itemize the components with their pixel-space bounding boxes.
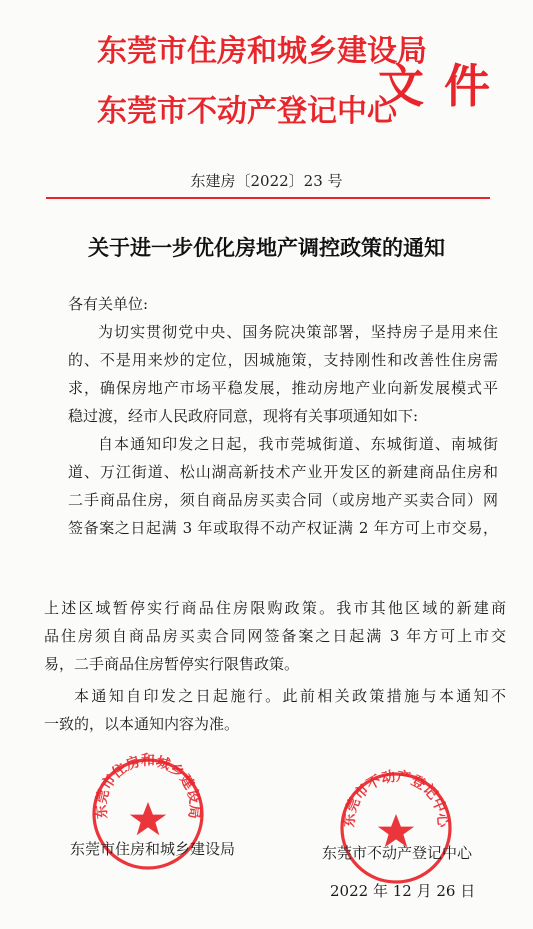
issuer-line-registration-center: 东莞市不动产登记中心 [97,94,397,129]
paragraph-line: 上述区域暂停实行商品住房限购政策。我市其他区域的新建商 [44,599,506,617]
paragraph-line: 自本通知印发之日起，我市莞城街道、东城街道、南城街 [98,435,498,453]
red-divider-line [46,197,490,199]
paragraph-4 [44,682,506,738]
paragraph-line: 稳过渡，经市人民政府同意，现将有关事项通知如下: [68,407,419,425]
paragraph-line: 易，二手商品住房暂停实行限售政策。 [44,655,300,673]
left-seal-text: 东莞市住房和城乡建设局 [93,753,203,820]
paragraph-line: 一致的，以本通知内容为准。 [44,715,240,733]
paragraph-3 [44,594,506,678]
paragraph-line: 二手商品住房，须自商品房买卖合同（或房地产买卖合同）网 [68,491,498,509]
document-number: 东建房〔2022〕23 号 [190,172,343,190]
document-type-label: 文件 [378,59,510,113]
paragraph-line: 的、不是用来炒的定位，因城施策，支持刚性和改善性住房需 [68,351,498,369]
signature-registration-center: 东莞市不动产登记中心 [322,844,473,862]
paragraph-line: 道、万江街道、松山湖高新技术产业开发区的新建商品住房和 [68,463,498,481]
signature-housing-bureau: 东莞市住房和城乡建设局 [70,840,236,858]
paragraph-1 [68,318,498,430]
left-seal-star [130,802,166,835]
document-title: 关于进一步优化房地产调控政策的通知 [88,236,445,260]
right-official-seal [336,768,456,888]
paragraph-line: 签备案之日起满 3 年或取得不动产权证满 2 年方可上市交易， [68,519,498,537]
paragraph-2 [68,430,498,542]
right-seal-text: 东莞市不动产登记中心 [341,768,451,828]
salutation-text: 各有关单位: [68,295,149,313]
paragraph-line: 本通知自印发之日起施行。此前相关政策措施与本通知不 [74,687,506,705]
salutation [68,290,148,318]
issuer-line-housing-bureau: 东莞市住房和城乡建设局 [97,34,427,69]
issue-date: 2022 年 12 月 26 日 [330,882,476,900]
paragraph-line: 为切实贯彻党中央、国务院决策部署，坚持房子是用来住 [98,323,498,341]
paragraph-line: 求，确保房地产市场平稳发展，推动房地产业向新发展模式平 [68,379,498,397]
paragraph-line: 品住房须自商品房买卖合同网签备案之日起满 3 年方可上市交 [44,627,506,645]
